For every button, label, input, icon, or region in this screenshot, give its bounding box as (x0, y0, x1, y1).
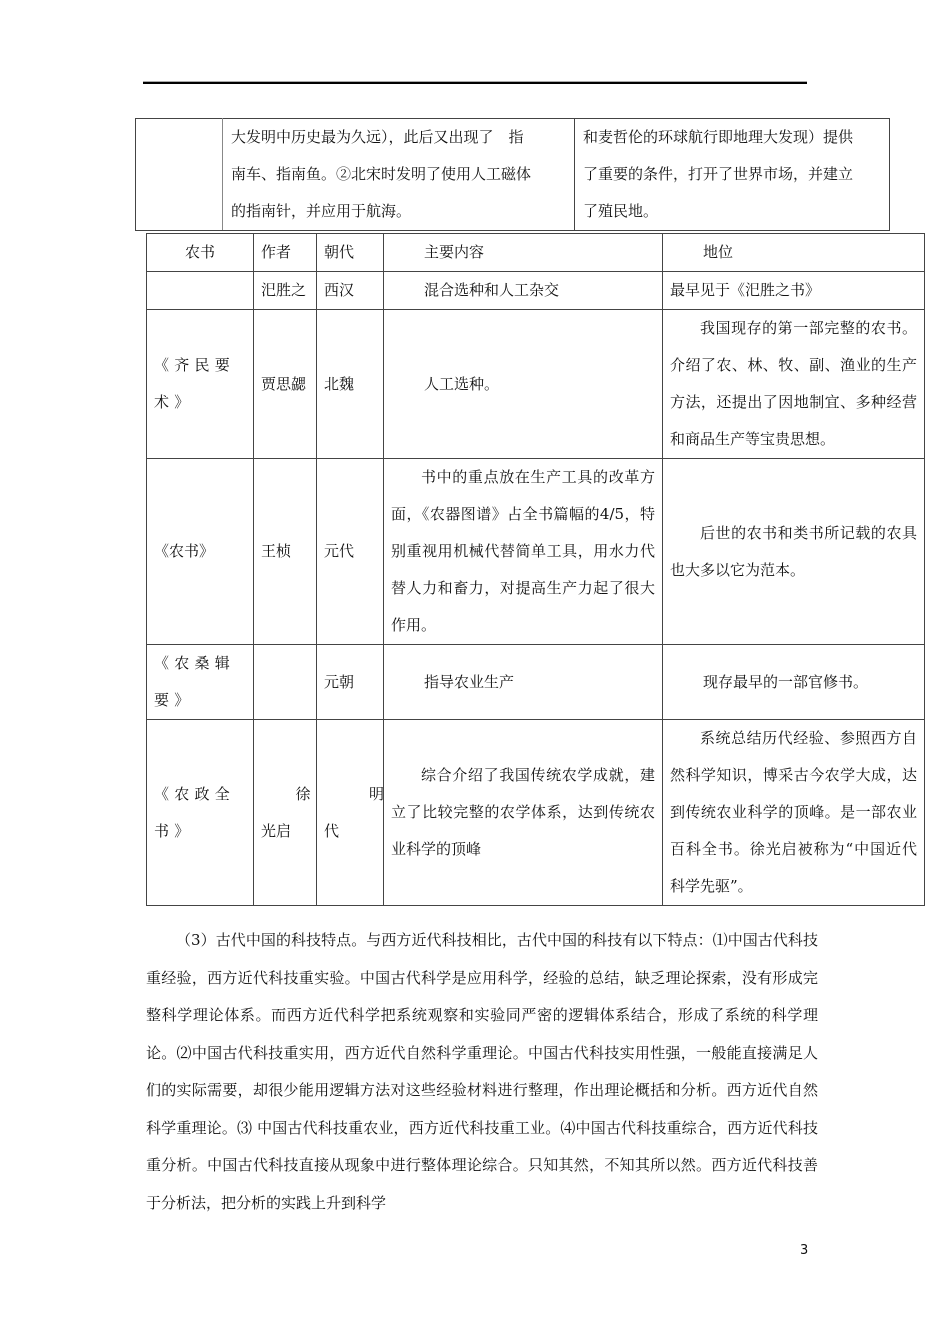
text-line: 了殖民地。 (583, 202, 659, 220)
body-section (146, 922, 818, 1222)
table-header-row (147, 234, 925, 272)
header-content: 主要内容 (384, 234, 663, 272)
table-cell-impact (575, 119, 890, 231)
header-dynasty: 朝代 (317, 234, 384, 272)
text-line: 了重要的条件，打开了世界市场，并建立 (583, 165, 854, 183)
cell-book: 《齐民要术》 (147, 310, 254, 459)
cell-status: 系统总结历代经验、参照西方自然科学知识，博采古今农学大成，达到传统农业科学的顶峰。是一部农业百科全书。徐光启被称为“中国近代科学先驱”。 (663, 720, 925, 906)
table-row (147, 310, 925, 459)
cell-book: 《农书》 (147, 459, 254, 645)
text-line: 的指南针，并应用于航海。 (231, 202, 412, 220)
cell-status: 现存最早的一部官修书。 (663, 645, 925, 720)
cell-author: 徐光启 (254, 720, 317, 906)
header-book: 农书 (147, 234, 254, 272)
table-row (147, 272, 925, 310)
cell-dynasty: 元代 (317, 459, 384, 645)
cell-author: 贾思勰 (254, 310, 317, 459)
cell-book (147, 272, 254, 310)
header-rule (143, 82, 807, 84)
text-line: 和麦哲伦的环球航行即地理大发现）提供 (583, 128, 854, 146)
table-cell-invention (223, 119, 575, 231)
cell-dynasty: 元朝 (317, 645, 384, 720)
table-row (147, 459, 925, 645)
cell-author: 王桢 (254, 459, 317, 645)
text-line: 大发明中历史最为久远），此后又出现了 指 (231, 128, 524, 146)
cell-book: 《农桑辑要》 (147, 645, 254, 720)
cell-content: 人工选种。 (384, 310, 663, 459)
cell-status: 最早见于《汜胜之书》 (663, 272, 925, 310)
cell-dynasty: 西汉 (317, 272, 384, 310)
page-number: 3 (800, 1243, 809, 1258)
table-row (147, 720, 925, 906)
table-row (147, 645, 925, 720)
cell-dynasty: 北魏 (317, 310, 384, 459)
agricultural-books-table (146, 233, 925, 906)
cell-content: 综合介绍了我国传统农学成就，建立了比较完整的农学体系，达到传统农业科学的顶峰 (384, 720, 663, 906)
cell-content: 书中的重点放在生产工具的改革方面，《农器图谱》占全书篇幅的4/5，特别重视用机械代替简单工具，用水力代替人力和畜力，对提高生产力起了很大作用。 (384, 459, 663, 645)
text-line: 南车、指南鱼。②北宋时发明了使用人工磁体 (231, 165, 532, 183)
cell-status: 我国现存的第一部完整的农书。介绍了农、林、牧、副、渔业的生产方法，还提出了因地制宜、多种经营和商品生产等宝贵思想。 (663, 310, 925, 459)
cell-dynasty: 明代 (317, 720, 384, 906)
cell-content: 指导农业生产 (384, 645, 663, 720)
header-author: 作者 (254, 234, 317, 272)
cell-content: 混合选种和人工杂交 (384, 272, 663, 310)
cell-author: 汜胜之 (254, 272, 317, 310)
table-cell (136, 119, 223, 231)
body-paragraph: （3）古代中国的科技特点。与西方近代科技相比，古代中国的科技有以下特点：⑴中国古代科技重经验，西方近代科技重实验。中国古代科学是应用科学，经验的总结，缺乏理论探索，没有形成完整科学理论体系。而西方近代科学把系统观察和实验同严密的逻辑体系结合，形成了系统的科学理论。⑵中国古代科技重实用，西方近代自然科学重理论。中国古代科技实用性强，一般能直接满足人们的实际需要，却很少能用逻辑方法对这些经验材料进行整理，作出理论概括和分析。西方近代自然科学重理论。⑶ 中国古代科技重农业，西方近代科技重工业。⑷中国古代科技重综合，西方近代科技重分析。中国古代科技直接从现象中进行整体理论综合。只知其然，不知其所以然。西方近代科技善于分析法，把分析的实践上升到科学 (146, 931, 818, 1212)
cell-status: 后世的农书和类书所记载的农具也大多以它为范本。 (663, 459, 925, 645)
cell-book: 《农政全书》 (147, 720, 254, 906)
continuation-table (135, 118, 890, 231)
header-status: 地位 (663, 234, 925, 272)
cell-author (254, 645, 317, 720)
table-row (136, 119, 890, 231)
